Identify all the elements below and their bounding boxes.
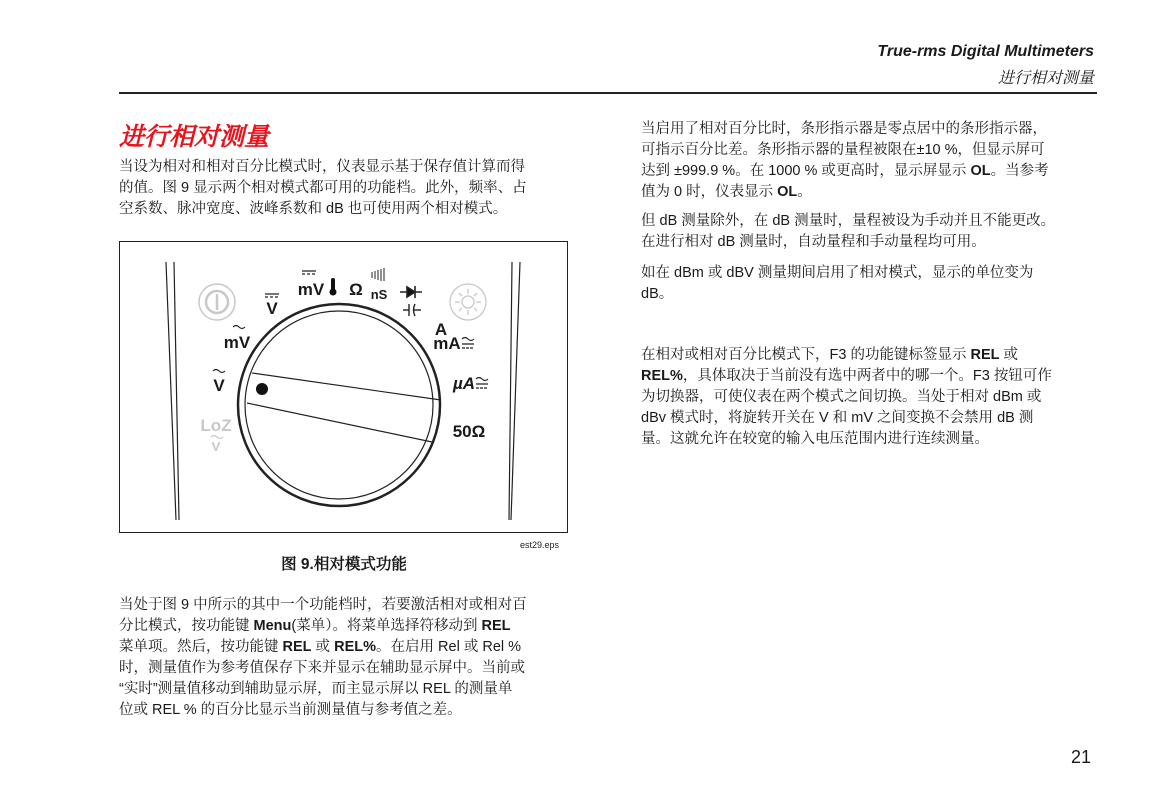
dc-symbol-icon <box>302 271 316 274</box>
label-ma: mA <box>433 334 461 353</box>
bold-text: Menu <box>253 618 292 634</box>
running-header-title: True-rms Digital Multimeters <box>877 43 1094 60</box>
case-edge-right <box>509 262 520 520</box>
text-line <box>641 284 1033 305</box>
text-line <box>641 161 1049 182</box>
label-ua: µA <box>452 374 476 393</box>
running-header-subtitle: 进行相对测量 <box>997 70 1094 87</box>
label-mv-dc: mV <box>297 280 325 299</box>
label-ns: nS <box>370 287 388 302</box>
text-line <box>119 658 527 679</box>
bold-text: REL <box>481 618 511 634</box>
text-line <box>119 595 527 616</box>
text-run: 可指示百分比差。条形指示器的量程被限在±10 %，但显示屏可 <box>641 142 1045 158</box>
section-title: 进行相对测量 <box>119 123 270 151</box>
figure-filename: est29.eps <box>520 540 560 550</box>
dial-position-dot <box>256 383 268 395</box>
bold-text: REL <box>282 639 312 655</box>
right-paragraph-3 <box>641 263 1033 305</box>
text-run: 分比模式，按功能键 <box>119 618 254 634</box>
text-run: 。当参考 <box>990 163 1049 179</box>
text-line <box>641 366 1052 387</box>
bold-text: OL <box>777 184 798 200</box>
text-run: 时，测量值作为参考值保存下来并显示在辅助显示屏中。当前或 <box>119 660 525 676</box>
text-line <box>119 616 527 637</box>
power-icon <box>199 284 235 320</box>
text-run: (菜单）。将菜单选择符移动到 <box>291 618 482 634</box>
figure-rotary-switch <box>119 241 568 533</box>
bold-text: REL% <box>334 639 376 655</box>
text-line <box>641 345 1052 366</box>
text-run: 为切换器，可使仪表在两个模式之间切换。当处于相对 dBm 或 <box>641 389 1042 405</box>
text-run: 或 <box>311 639 335 655</box>
text-run: 如在 dBm 或 dBV 测量期间启用了相对模式，显示的单位变为 <box>641 265 1034 281</box>
text-run: dB。 <box>641 286 674 302</box>
text-run: 值为 0 时，仪表显示 <box>641 184 778 200</box>
text-line <box>641 408 1052 429</box>
label-mv-ac: mV <box>223 333 251 352</box>
text-run: 当处于图 9 中所示的其中一个功能档时，若要激活相对或相对百 <box>119 597 527 613</box>
text-line <box>119 157 527 178</box>
text-run: 在进行相对 dB 测量时，自动量程和手动量程均可用。 <box>641 234 986 250</box>
text-run: 或 <box>999 347 1019 363</box>
label-a: A <box>434 320 448 339</box>
text-line <box>641 182 1049 203</box>
text-run: 当启用了相对百分比时，条形指示器是零点居中的条形指示器， <box>641 121 1047 137</box>
label-v-ac: V <box>213 376 225 395</box>
bold-text: OL <box>970 163 991 179</box>
text-run: 达到 ±999.9 %。在 1000 % 或更高时，显示屏显示 <box>641 163 971 179</box>
text-line <box>641 263 1033 284</box>
figure-caption: 图 9.相对模式功能 <box>281 556 407 573</box>
bold-text: REL% <box>641 368 683 384</box>
right-paragraph-2 <box>641 211 1055 253</box>
dc-symbol-icon <box>265 294 279 297</box>
text-run: “实时”测量值移动到辅助显示屏，而主显示屏以 REL 的测量单 <box>119 681 513 697</box>
ac-dc-symbol-icon <box>462 338 474 349</box>
label-ohm: Ω <box>349 280 363 299</box>
label-v-dc: V <box>266 299 278 318</box>
label-50-ohm: 50Ω <box>452 422 486 441</box>
backlight-sun-icon <box>450 284 486 320</box>
text-run: ，具体取决于当前没有选中两者中的哪一个。F3 按钮可作 <box>682 368 1052 384</box>
text-run: 但 dB 测量除外，在 dB 测量时，量程被设为手动并且不能更改。 <box>641 213 1056 229</box>
text-line <box>641 429 1052 450</box>
capacitor-icon <box>403 304 421 316</box>
ac-symbol-icon <box>213 370 225 373</box>
text-run: 当设为相对和相对百分比模式时，仪表显示基于保存值计算而得 <box>119 159 525 175</box>
text-line <box>119 637 527 658</box>
text-run: 菜单项。然后，按功能键 <box>119 639 283 655</box>
page-number: 21 <box>1071 747 1092 767</box>
text-run: 的值。图 9 显示两个相对模式都可用的功能档。此外，频率、占 <box>119 180 527 196</box>
left-body-paragraph <box>119 595 527 721</box>
ac-dc-symbol-icon <box>476 378 488 389</box>
dial-outer-ring[interactable] <box>238 304 440 506</box>
text-run: 位或 REL % 的百分比显示当前测量值与参考值之差。 <box>119 702 462 718</box>
text-line <box>119 178 527 199</box>
bold-text: REL <box>970 347 1000 363</box>
text-line <box>641 387 1052 408</box>
thermometer-icon <box>330 278 337 296</box>
text-run: 量。这就允许在较宽的输入电压范围内进行连续测量。 <box>641 431 989 447</box>
text-line <box>641 211 1055 232</box>
label-loz-v: V <box>211 439 221 454</box>
text-run: 。在启用 Rel 或 Rel % <box>376 639 522 655</box>
right-paragraph-1 <box>641 119 1049 203</box>
text-run: 。 <box>797 184 812 200</box>
text-line <box>641 232 1055 253</box>
text-line <box>119 700 527 721</box>
text-line <box>119 679 527 700</box>
text-line <box>641 140 1049 161</box>
right-paragraph-4 <box>641 345 1052 450</box>
ac-symbol-icon <box>233 326 245 329</box>
case-edge-left <box>166 262 179 520</box>
header-rule <box>119 92 1097 94</box>
text-run: 在相对或相对百分比模式下，F3 的功能键标签显示 <box>641 347 971 363</box>
text-run: dBv 模式时，将旋转开关在 V 和 mV 之间变换不会禁用 dB 测 <box>641 410 1034 426</box>
label-loz: LoZ <box>200 416 232 435</box>
diode-icon <box>400 286 422 298</box>
continuity-beeper-icon <box>372 268 384 281</box>
text-line <box>641 119 1049 140</box>
text-run: 空系数、脉冲宽度、波峰系数和 dB 也可使用两个相对模式。 <box>119 201 508 217</box>
text-line <box>119 199 527 220</box>
intro-paragraph <box>119 157 527 220</box>
